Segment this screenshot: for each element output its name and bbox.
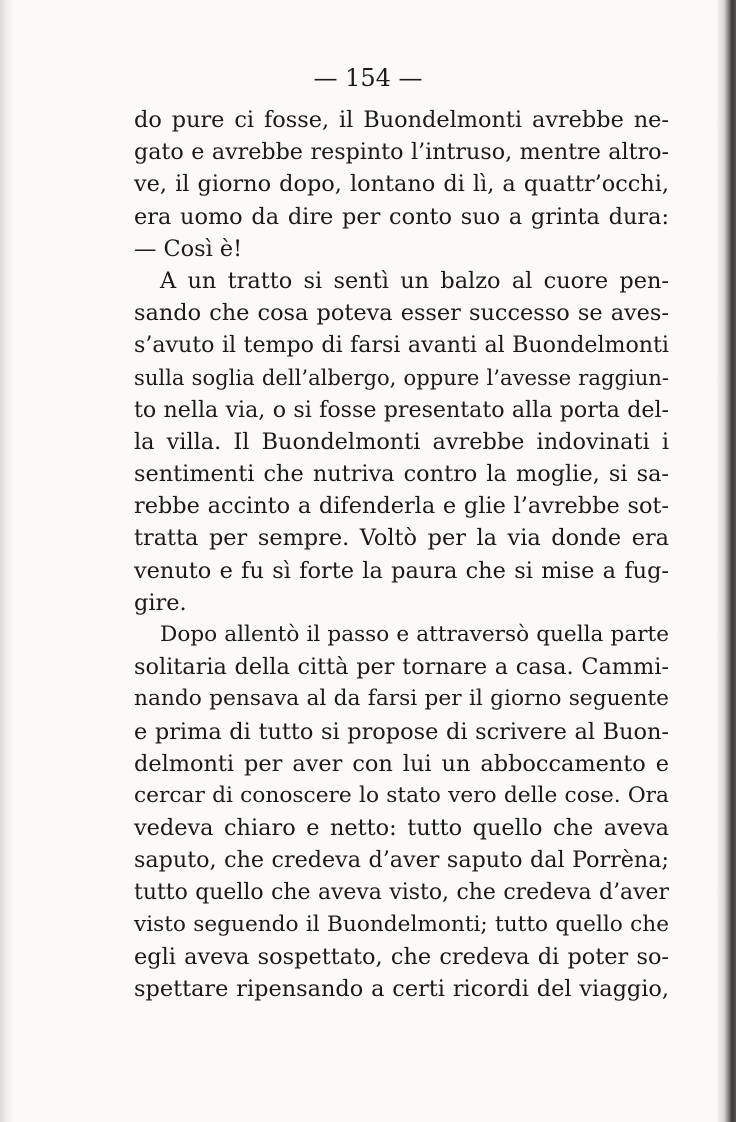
text-line: — Così è! bbox=[134, 235, 243, 262]
text-line: gire. bbox=[134, 589, 187, 616]
text-line: to nella via, o si fosse presentato alla porta del- bbox=[134, 396, 669, 423]
text-line: sando che cosa poteva esser successo se aves- bbox=[134, 300, 669, 327]
text-line: rebbe accinto a difenderla e glie l’avrebbe sot- bbox=[134, 493, 669, 520]
text-line: cercar di conoscere lo stato vero delle cose. Ora bbox=[134, 782, 669, 808]
text-line: saputo, che credeva d’aver saputo dal Porrèna; bbox=[134, 847, 669, 874]
text-line: delmonti per aver con lui un abboccamento e bbox=[134, 750, 669, 777]
text-line: tutto quello che aveva visto, che credeva d’aver bbox=[134, 879, 669, 905]
text-line: tratta per sempre. Voltò per la via donde era bbox=[134, 525, 669, 552]
page-gutter-shadow bbox=[0, 0, 14, 1122]
text-line: nando pensava al da farsi per il giorno seguente bbox=[134, 686, 669, 712]
text-line: gato e avrebbe respinto l’intruso, mentre altro- bbox=[134, 139, 669, 166]
text-line: ve, il giorno dopo, lontano di lì, a quattr’occhi, bbox=[134, 171, 669, 198]
text-line: do pure ci fosse, il Buondelmonti avrebbe ne- bbox=[134, 107, 669, 133]
text-line: A un tratto si sentì un balzo al cuore pen- bbox=[160, 267, 669, 294]
text-line: Dopo allentò il passo e attraversò quella parte bbox=[160, 622, 669, 647]
text-line: la villa. Il Buondelmonti avrebbe indovinati i bbox=[134, 428, 669, 455]
text-line: era uomo da dire per conto suo a grinta dura: bbox=[134, 203, 669, 230]
text-line: vedeva chiaro e netto: tutto quello che aveva bbox=[134, 815, 669, 842]
page-edge-shadow bbox=[716, 0, 736, 1122]
text-line: sulla soglia dell’albergo, oppure l’avesse raggiun- bbox=[134, 364, 669, 390]
text-line: sentimenti che nutriva contro la moglie, si sa- bbox=[134, 461, 669, 488]
text-line: egli aveva sospettato, che credeva di poter so- bbox=[134, 943, 669, 970]
text-line: solitaria della città per tornare a casa. Cammi- bbox=[134, 654, 669, 681]
text-line: s’avuto il tempo di farsi avanti al Buondelmonti bbox=[134, 332, 669, 359]
page-number: — 154 — bbox=[313, 64, 423, 92]
text-line: spettare ripensando a certi ricordi del viaggio, bbox=[134, 976, 669, 1003]
body-text bbox=[134, 104, 669, 1005]
text-line: venuto e fu sì forte la paura che si mise a fug- bbox=[134, 557, 669, 584]
text-line: visto seguendo il Buondelmonti; tutto quello che bbox=[134, 911, 669, 937]
text-line: e prima di tutto si propose di scrivere al Buon- bbox=[134, 718, 669, 745]
